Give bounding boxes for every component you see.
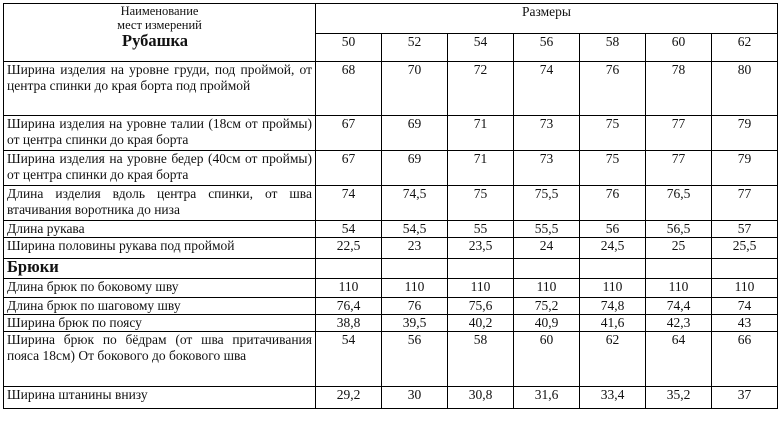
measurement-value: 57 — [712, 221, 778, 238]
table-row — [4, 298, 778, 315]
measurement-value: 71 — [448, 116, 514, 151]
measurement-value: 76,4 — [316, 298, 382, 315]
size-header-cell: 54 — [448, 34, 514, 62]
measurement-value: 76 — [580, 186, 646, 221]
measurement-value: 77 — [712, 186, 778, 221]
table-row — [4, 238, 778, 259]
measurement-value: 60 — [514, 332, 580, 387]
measurement-label: Ширина изделия на уровне груди, под проймой, от центра спинки до края борта под проймой — [4, 62, 316, 116]
measurement-value: 67 — [316, 116, 382, 151]
empty-cell — [646, 259, 712, 279]
measurement-label: Длина изделия вдоль центра спинки, от шва втачивания воротника до низа — [4, 186, 316, 221]
table-row — [4, 279, 778, 298]
measurement-value: 110 — [712, 279, 778, 298]
measurement-value: 74,8 — [580, 298, 646, 315]
measurement-value: 56 — [580, 221, 646, 238]
measurement-value: 76 — [382, 298, 448, 315]
measurement-value: 56,5 — [646, 221, 712, 238]
measurement-value: 74,4 — [646, 298, 712, 315]
header-name-line1: Наименование — [120, 4, 199, 18]
empty-cell — [580, 259, 646, 279]
measurement-value: 110 — [514, 279, 580, 298]
measurement-label: Ширина изделия на уровне талии (18см от проймы) от центра спинки до края борта — [4, 116, 316, 151]
measurement-value: 30,8 — [448, 387, 514, 409]
measurement-value: 110 — [316, 279, 382, 298]
measurement-value: 64 — [646, 332, 712, 387]
measurement-value: 71 — [448, 151, 514, 186]
section-title-trousers: Брюки — [4, 259, 316, 279]
measurement-value: 73 — [514, 116, 580, 151]
measurement-value: 70 — [382, 62, 448, 116]
measurement-value: 78 — [646, 62, 712, 116]
measurement-value: 75,5 — [514, 186, 580, 221]
empty-cell — [712, 259, 778, 279]
measurement-label: Ширина половины рукава под проймой — [4, 238, 316, 259]
measurement-value: 55,5 — [514, 221, 580, 238]
measurement-label: Длина рукава — [4, 221, 316, 238]
header-row — [4, 4, 778, 34]
size-header-cell: 58 — [580, 34, 646, 62]
empty-cell — [448, 259, 514, 279]
measurement-value: 74 — [712, 298, 778, 315]
measurement-value: 77 — [646, 116, 712, 151]
header-name-line2: мест измерений — [117, 18, 202, 32]
measurement-value: 79 — [712, 116, 778, 151]
measurement-value: 68 — [316, 62, 382, 116]
measurement-value: 66 — [712, 332, 778, 387]
measurement-value: 54,5 — [382, 221, 448, 238]
measurement-value: 79 — [712, 151, 778, 186]
measurement-label: Длина брюк по шаговому шву — [4, 298, 316, 315]
table-row — [4, 387, 778, 409]
measurement-value: 74 — [514, 62, 580, 116]
measurement-value: 24,5 — [580, 238, 646, 259]
section-title-shirt: Рубашка — [122, 31, 189, 50]
section-row-trousers — [4, 259, 778, 279]
sizes-header: Размеры — [316, 4, 778, 34]
measurement-value: 72 — [448, 62, 514, 116]
measurement-value: 30 — [382, 387, 448, 409]
measurement-value: 35,2 — [646, 387, 712, 409]
table-row — [4, 332, 778, 387]
measurement-value: 58 — [448, 332, 514, 387]
measurement-value: 37 — [712, 387, 778, 409]
measurement-value: 22,5 — [316, 238, 382, 259]
measurement-value: 54 — [316, 332, 382, 387]
measurement-value: 67 — [316, 151, 382, 186]
measurement-value: 42,3 — [646, 315, 712, 332]
measurement-value: 62 — [580, 332, 646, 387]
measurement-label: Длина брюк по боковому шву — [4, 279, 316, 298]
measurement-value: 56 — [382, 332, 448, 387]
empty-cell — [316, 259, 382, 279]
measurement-value: 38,8 — [316, 315, 382, 332]
measurement-value: 80 — [712, 62, 778, 116]
measurement-value: 110 — [382, 279, 448, 298]
measurement-value: 75,2 — [514, 298, 580, 315]
measurement-value: 110 — [580, 279, 646, 298]
measurement-value: 74,5 — [382, 186, 448, 221]
measurement-value: 25,5 — [712, 238, 778, 259]
measurement-value: 23 — [382, 238, 448, 259]
measurement-value: 75,6 — [448, 298, 514, 315]
measurement-value: 39,5 — [382, 315, 448, 332]
measurement-value: 110 — [646, 279, 712, 298]
measurement-value: 33,4 — [580, 387, 646, 409]
measurement-value: 77 — [646, 151, 712, 186]
measurement-label: Ширина брюк по поясу — [4, 315, 316, 332]
measurement-value: 23,5 — [448, 238, 514, 259]
size-header-cell: 60 — [646, 34, 712, 62]
measurement-value: 75 — [580, 151, 646, 186]
measurement-label: Ширина брюк по бёдрам (от шва притачивания пояса 18см) От бокового до бокового шва — [4, 332, 316, 387]
empty-cell — [514, 259, 580, 279]
table-row — [4, 62, 778, 116]
measurement-value: 24 — [514, 238, 580, 259]
size-header-cell: 62 — [712, 34, 778, 62]
table-row — [4, 315, 778, 332]
size-header-cell: 52 — [382, 34, 448, 62]
measurement-value: 29,2 — [316, 387, 382, 409]
size-header-cell: 50 — [316, 34, 382, 62]
measurement-value: 69 — [382, 116, 448, 151]
table-row — [4, 186, 778, 221]
measurement-value: 31,6 — [514, 387, 580, 409]
measurement-label: Ширина изделия на уровне бедер (40см от проймы) от центра спинки до края борта — [4, 151, 316, 186]
size-chart-table — [3, 3, 778, 409]
measurement-value: 75 — [448, 186, 514, 221]
measurement-value: 75 — [580, 116, 646, 151]
measurement-label: Ширина штанины внизу — [4, 387, 316, 409]
measurement-value: 25 — [646, 238, 712, 259]
measurement-value: 76,5 — [646, 186, 712, 221]
measurement-value: 40,9 — [514, 315, 580, 332]
size-header-cell: 56 — [514, 34, 580, 62]
measurement-value: 110 — [448, 279, 514, 298]
measurement-value: 40,2 — [448, 315, 514, 332]
measurement-value: 41,6 — [580, 315, 646, 332]
measurement-value: 54 — [316, 221, 382, 238]
measurement-value: 69 — [382, 151, 448, 186]
measurement-value: 55 — [448, 221, 514, 238]
measurement-value: 73 — [514, 151, 580, 186]
table-row — [4, 151, 778, 186]
measurement-value: 43 — [712, 315, 778, 332]
empty-cell — [382, 259, 448, 279]
measurement-value: 74 — [316, 186, 382, 221]
table-row — [4, 221, 778, 238]
table-row — [4, 116, 778, 151]
header-name-cell — [4, 4, 316, 62]
measurement-value: 76 — [580, 62, 646, 116]
